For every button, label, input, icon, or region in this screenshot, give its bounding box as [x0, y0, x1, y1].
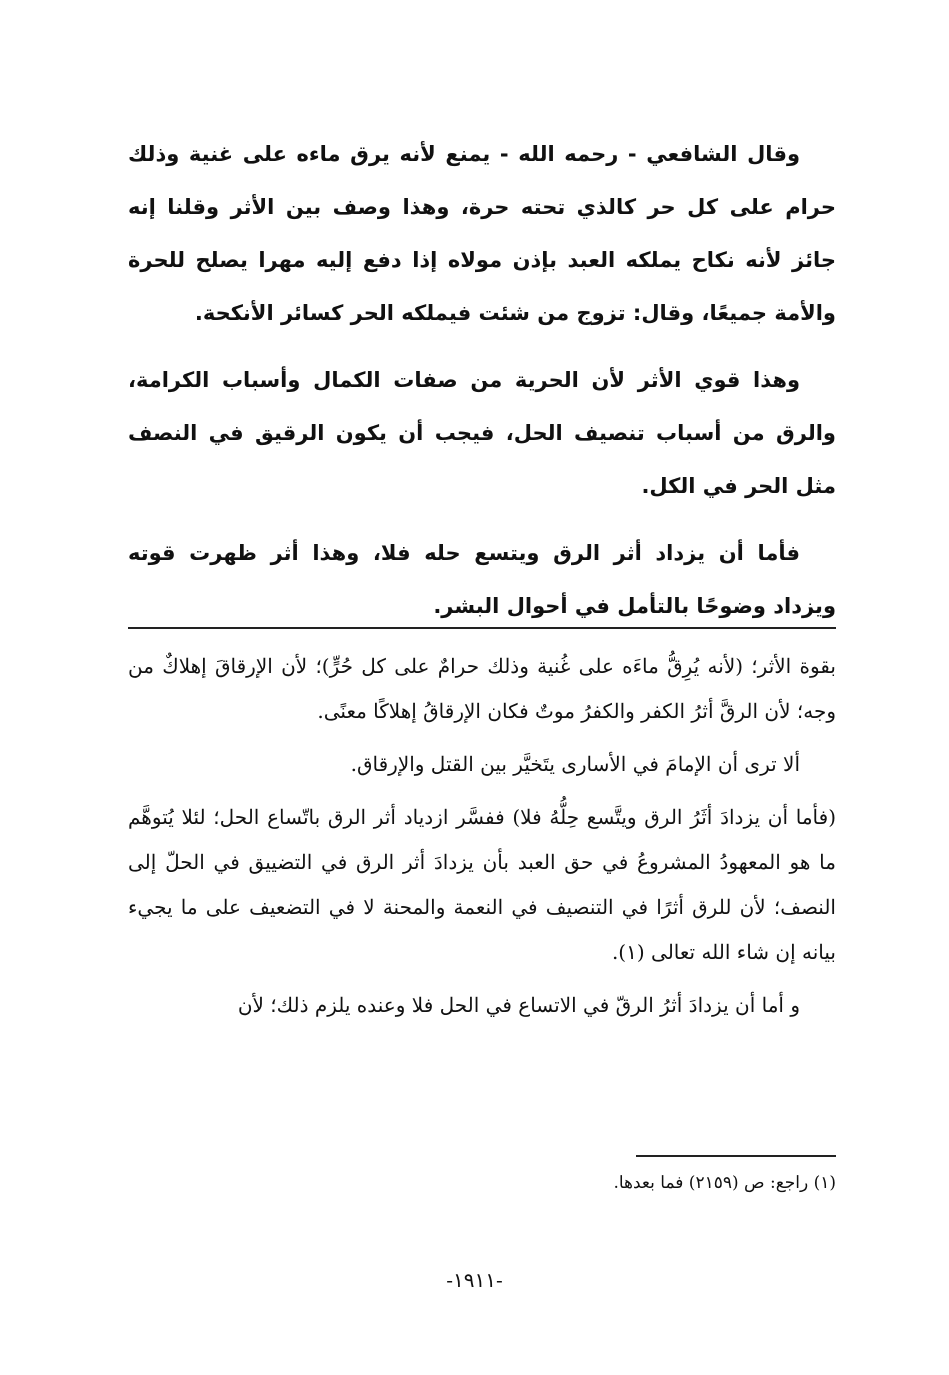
section-divider — [128, 627, 836, 629]
footnote-divider — [636, 1155, 836, 1157]
page-number: -١٩١١- — [446, 1268, 503, 1292]
main-text-paragraph: وهذا قوي الأثر لأن الحرية من صفات الكمال وأسباب الكرامة، والرق من أسباب تنصيف الحل، فيجب أن يكون الرقيق في النصف مثل الحر في الكل. — [128, 368, 836, 498]
commentary-paragraph: ألا ترى أن الإمامَ في الأسارى يتَخيَّر بين القتل والإرقاق. — [350, 752, 800, 776]
commentary-paragraph: و أما أن يزدادَ أثرُ الرقّ في الاتساع في الحل فلا وعنده يلزم ذلك؛ لأن — [237, 993, 800, 1017]
main-text-paragraph: فأما أن يزداد أثر الرق ويتسع حله فلا، وهذا أثر ظهرت قوته ويزداد وضوحًا بالتأمل في أحوال البشر. — [128, 541, 836, 618]
footnote: (١) راجع: ص (٢١٥٩) فما بعدها. — [613, 1173, 836, 1193]
main-text-paragraph: وقال الشافعي - رحمه الله - يمنع لأنه يرق ماءه على غنية وذلك حرام على كل حر كالذي تحته حرة، وهذا وصف بين الأثر وقلنا إنه جائز لأنه نكاح يملكه العبد بإذن مولاه إذا دفع إليه مهرا يصلح للحرة والأمة جميعًا، وقال: تزوج من شئت فيملكه الحر كسائر الأنكحة. — [128, 142, 836, 325]
commentary-text — [128, 644, 836, 1036]
main-text — [128, 128, 836, 647]
commentary-paragraph: بقوة الأثر؛ (لأنه يُرِقُّ ماءَه على غُنية وذلك حرامٌ على كل حُرٍّ)؛ لأن الإرقاقَ إهلاكٌ من وجه؛ لأن الرقَّ أثرُ الكفر والكفرُ موتٌ فكان الإرقاقُ إهلاكًا معنًى. — [128, 654, 836, 723]
commentary-paragraph: (فأما أن يزدادَ أثَرُ الرق ويتَّسع حِلُّهُ فلا) ففسَّر ازدياد أثر الرق باتّساع الحل؛ لئلا يُتوهَّم ما هو المعهودُ المشروعُ في حق العبد بأن يزدادَ أثر الرق في التضييق في الحلّ إلى النصف؛ لأن للرق أثرًا في التنصيف في النعمة والمحنة لا في التضعيف على ما يجيء بيانه إن شاء الله تعالى (١). — [128, 805, 836, 964]
